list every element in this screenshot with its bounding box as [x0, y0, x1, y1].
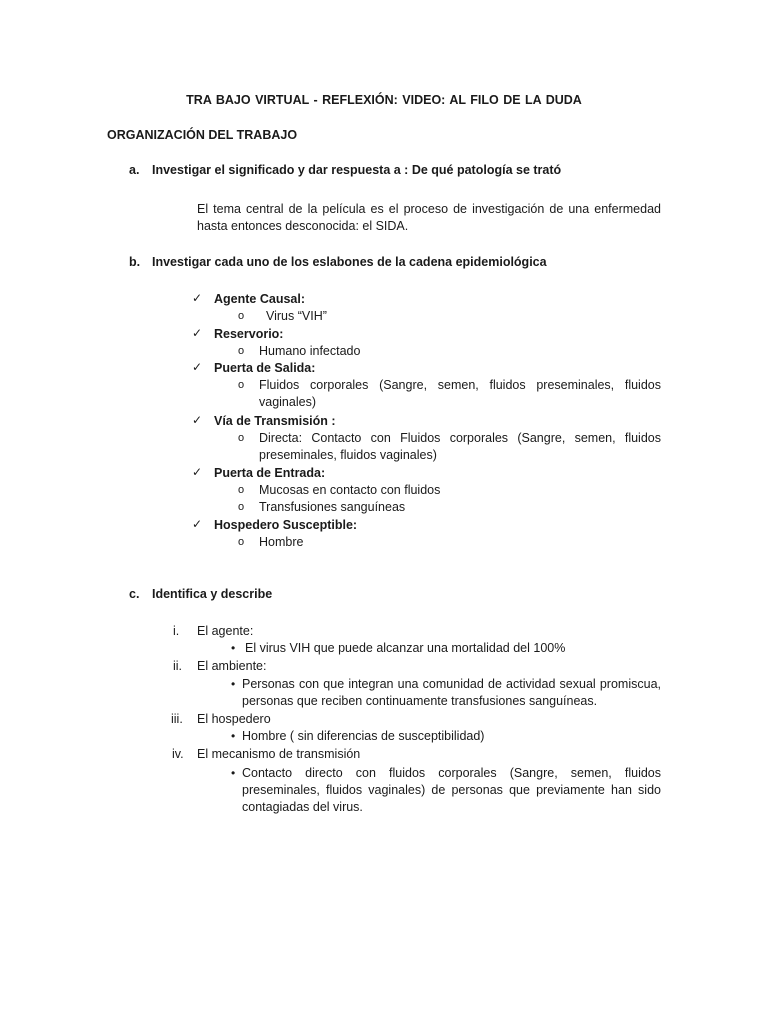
aspect-description: Contacto directo con fluidos corporales (Sangre, semen, fluidos preseminales, fluidos vaginales) de personas que previamente han sido contagiadas del virus. — [242, 766, 661, 814]
checkmark-icon: ✓ — [192, 360, 203, 374]
chain-link-label: Puerta de Salida: — [214, 361, 316, 375]
section-a-label: Investigar el significado y dar respuesta a : De qué patología se trató — [152, 163, 562, 177]
chain-link-detail: Transfusiones sanguíneas — [259, 500, 406, 514]
roman-numeral: iv. — [172, 747, 184, 761]
chain-link-detail: Humano infectado — [259, 344, 361, 358]
chain-link-label: Vía de Transmisión : — [214, 414, 336, 428]
circle-bullet-icon: o — [238, 536, 245, 548]
aspect-description: Hombre ( sin diferencias de susceptibilidad) — [242, 729, 485, 743]
section-heading: ORGANIZACIÓN DEL TRABAJO — [107, 128, 298, 142]
chain-link-label: Agente Causal: — [214, 292, 305, 306]
checkmark-icon: ✓ — [192, 291, 203, 305]
circle-bullet-icon: o — [238, 310, 245, 322]
roman-numeral: i. — [173, 624, 180, 638]
roman-numeral: iii. — [171, 712, 183, 726]
circle-bullet-icon: o — [238, 379, 245, 391]
bullet-icon: • — [231, 641, 236, 655]
circle-bullet-icon: o — [238, 501, 245, 513]
section-b-marker: b. — [129, 255, 141, 269]
aspect-label: El hospedero — [197, 712, 271, 726]
checkmark-icon: ✓ — [192, 326, 203, 340]
checkmark-icon: ✓ — [192, 413, 203, 427]
chain-link-label: Hospedero Susceptible: — [214, 518, 358, 532]
chain-link-detail: Mucosas en contacto con fluidos — [259, 483, 441, 497]
aspect-label: El mecanismo de transmisión — [197, 747, 361, 761]
document-title: TRA BAJO VIRTUAL - REFLEXIÓN: VIDEO: AL FILO DE LA DUDA — [186, 93, 582, 107]
chain-link-detail: Fluidos corporales (Sangre, semen, fluidos preseminales, fluidos vaginales) — [259, 378, 661, 409]
bullet-icon: • — [231, 766, 236, 780]
section-c-marker: c. — [129, 587, 140, 601]
chain-link-label: Reservorio: — [214, 327, 284, 341]
section-c-label: Identifica y describe — [152, 587, 273, 601]
section-b-label: Investigar cada uno de los eslabones de la cadena epidemiológica — [152, 255, 547, 269]
aspect-description: Personas con que integran una comunidad de actividad sexual promiscua, personas que reciben continuamente transfusiones sanguíneas. — [242, 677, 661, 708]
chain-link-detail: Virus “VIH” — [266, 309, 327, 323]
aspect-label: El ambiente: — [197, 659, 267, 673]
chain-link-detail: Hombre — [259, 535, 304, 549]
checkmark-icon: ✓ — [192, 517, 203, 531]
bullet-icon: • — [231, 729, 236, 743]
roman-numeral: ii. — [173, 659, 183, 673]
chain-link-detail: Directa: Contacto con Fluidos corporales (Sangre, semen, fluidos preseminales, fluidos vaginales) — [259, 431, 661, 462]
checkmark-icon: ✓ — [192, 465, 203, 479]
section-a-marker: a. — [129, 163, 140, 177]
circle-bullet-icon: o — [238, 484, 245, 496]
aspect-label: El agente: — [197, 624, 254, 638]
circle-bullet-icon: o — [238, 432, 245, 444]
section-a-answer: El tema central de la película es el proceso de investigación de una enfermedad hasta entonces desconocida: el SIDA. — [197, 202, 661, 233]
aspect-description: El virus VIH que puede alcanzar una mortalidad del 100% — [245, 641, 566, 655]
circle-bullet-icon: o — [238, 345, 245, 357]
chain-link-label: Puerta de Entrada: — [214, 466, 326, 480]
bullet-icon: • — [231, 677, 236, 691]
